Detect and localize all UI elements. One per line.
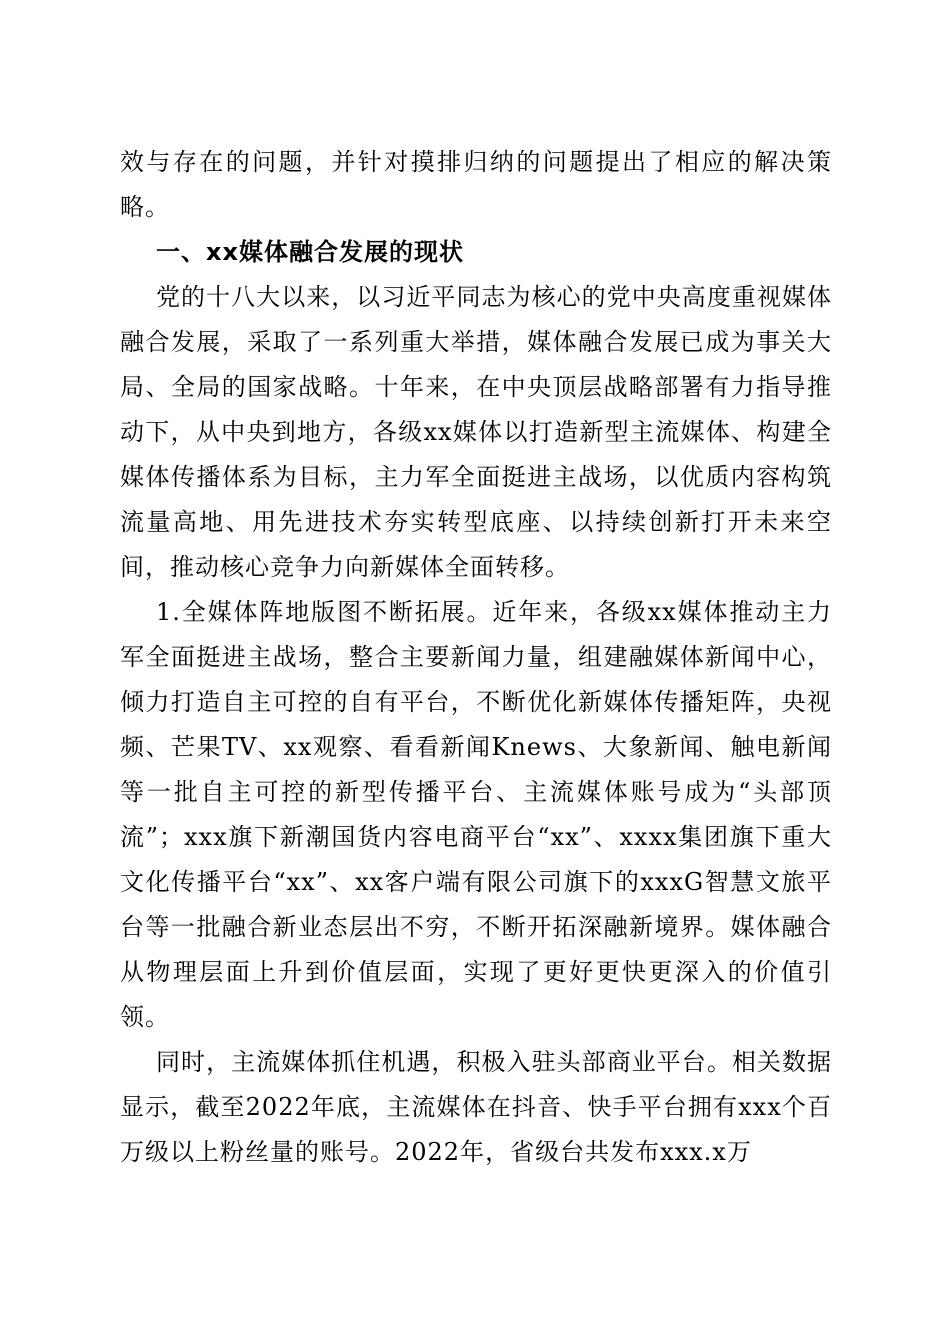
body-paragraph: 党的十八大以来，以习近平同志为核心的党中央高度重视媒体融合发展，采取了一系列重大举措，媒体融合发展已成为事关大局、全局的国家战略。十年来，在中央顶层战略部署有力指导推动下，从中央到地方，各级xx媒体以打造新型主流媒体、构建全媒体传播体系为目标，主力军全面挺进主战场，以优质内容构筑流量高地、用先进技术夯实转型底座、以持续创新打开未来空间，推动核心竞争力向新媒体全面转移。: [120, 283, 832, 581]
intro-tail-paragraph: 效与存在的问题，并针对摸排归纳的问题提出了相应的解决策略。: [120, 148, 832, 221]
section-heading: 一、xx媒体融合发展的现状: [156, 238, 464, 266]
body-paragraph: 同时，主流媒体抓住机遇，积极入驻头部商业平台。相关数据显示，截至2022年底，主流媒体在抖音、快手平台拥有xxx个百万级以上粉丝量的账号。2022年，省级台共发布xxx.x万: [120, 1048, 832, 1166]
document-body: [120, 140, 832, 1175]
body-paragraph: 1.全媒体阵地版图不断拓展。近年来，各级xx媒体推动主力军全面挺进主战场，整合主要新闻力量，组建融媒体新闻中心，倾力打造自主可控的自有平台，不断优化新媒体传播矩阵，央视频、芒果TV、xx观察、看看新闻Knews、大象新闻、触电新闻等一批自主可控的新型传播平台、主流媒体账号成为“头部顶流”；xxx旗下新潮国货内容电商平台“xx”、xxxx集团旗下重大文化传播平台“xx”、xx客户端有限公司旗下的xxxG智慧文旅平台等一批融合新业态层出不穷，不断开拓深融新境界。媒体融合从物理层面上升到价值层面，实现了更好更快更深入的价值引领。: [120, 598, 832, 1031]
